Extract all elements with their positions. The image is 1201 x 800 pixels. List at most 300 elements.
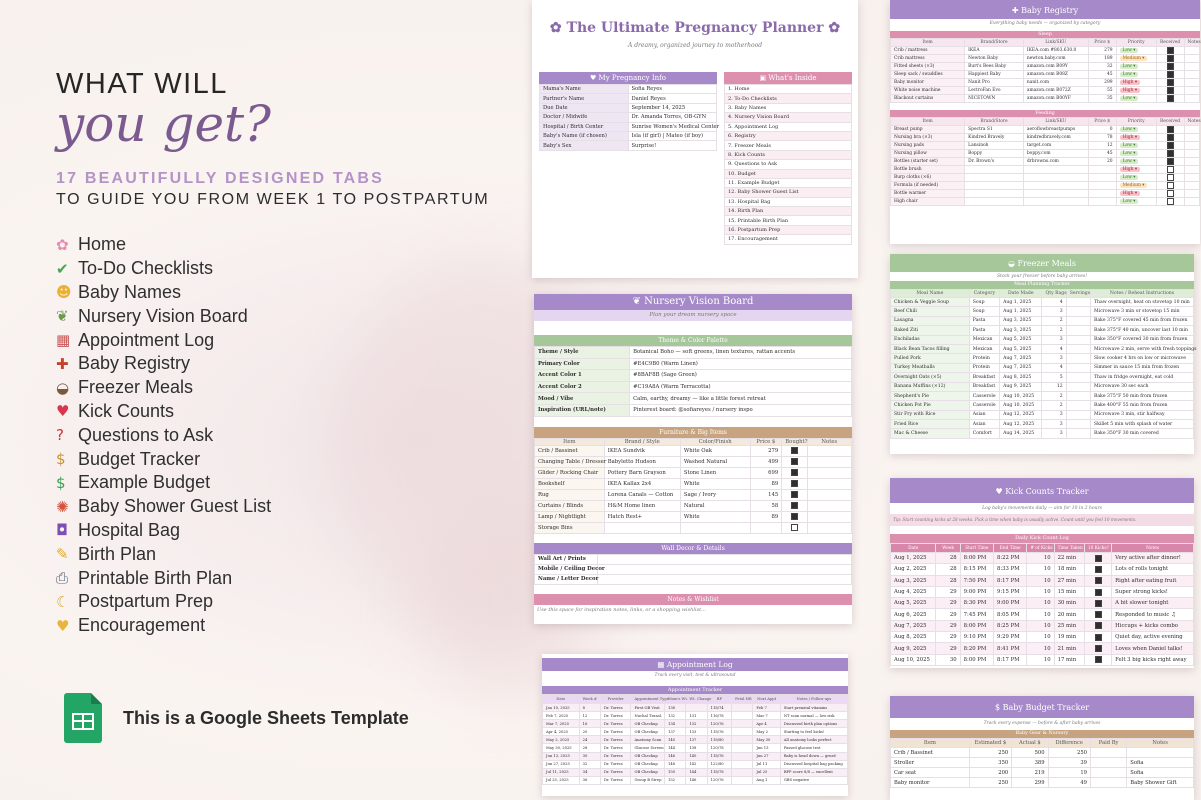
ten-kicks-cell[interactable] bbox=[1084, 564, 1111, 575]
link-sku[interactable] bbox=[1023, 166, 1088, 174]
theme-value[interactable]: #C19A8A (Warm Terracotta) bbox=[630, 381, 852, 393]
appointment-cell[interactable]: 30 bbox=[579, 752, 600, 760]
priority-dropdown[interactable]: Medium ▾ bbox=[1120, 56, 1148, 61]
appointment-cell[interactable]: 138 bbox=[664, 704, 685, 712]
received-cell[interactable] bbox=[1156, 142, 1184, 150]
ten-kicks-cell[interactable] bbox=[1084, 643, 1111, 654]
price[interactable]: 45 bbox=[1088, 150, 1116, 158]
theme-value[interactable]: #8BAF8B (Sage Green) bbox=[630, 370, 852, 382]
appointment-cell[interactable]: Dr. Torres bbox=[600, 760, 631, 768]
priority-cell[interactable] bbox=[1116, 190, 1156, 198]
received-checkbox[interactable] bbox=[1167, 150, 1174, 157]
appointment-cell[interactable]: Starting to feel kicks! bbox=[780, 728, 847, 736]
theme-value[interactable]: Calm, earthy, dreamy — like a little forest retreat bbox=[630, 393, 852, 405]
ten-kicks-checkbox[interactable] bbox=[1095, 600, 1102, 607]
brand-store[interactable]: Lansinoh bbox=[965, 142, 1024, 150]
kick-cell[interactable]: 29 bbox=[936, 643, 960, 654]
kick-cell[interactable]: 8:41 PM bbox=[994, 643, 1027, 654]
kick-cell[interactable]: 18 min bbox=[1054, 564, 1084, 575]
info-value[interactable]: Sunrise Women's Medical Center bbox=[628, 122, 717, 131]
meal-cell[interactable]: Bake 375°F 50 min from frozen bbox=[1090, 391, 1193, 400]
inside-item[interactable]: 17. Encouragement bbox=[725, 235, 852, 244]
appointment-cell[interactable]: Jun 13, 2025 bbox=[543, 752, 580, 760]
meal-cell[interactable]: Microwave 3 min or stovetop 15 min bbox=[1090, 307, 1193, 316]
brand-store[interactable]: Nanit Pro bbox=[965, 79, 1024, 87]
appointment-cell[interactable]: 118/74 bbox=[707, 704, 731, 712]
kick-cell[interactable]: 8:17 PM bbox=[994, 654, 1027, 665]
notes-cell[interactable] bbox=[807, 467, 851, 478]
ten-kicks-cell[interactable] bbox=[1084, 609, 1111, 620]
meal-cell[interactable]: Breakfast bbox=[969, 382, 999, 391]
received-cell[interactable] bbox=[1156, 126, 1184, 134]
kick-cell[interactable]: 25 min bbox=[1054, 620, 1084, 631]
price[interactable] bbox=[750, 522, 782, 533]
notes-cell[interactable] bbox=[1184, 63, 1199, 71]
meal-cell[interactable]: Soup bbox=[969, 307, 999, 316]
appointment-cell[interactable]: OB Checkup bbox=[631, 728, 665, 736]
received-cell[interactable] bbox=[1156, 166, 1184, 174]
meal-cell[interactable] bbox=[1066, 373, 1090, 382]
budget-cell[interactable]: Sofia bbox=[1127, 768, 1194, 778]
meal-cell[interactable]: Aug 5, 2025 bbox=[1000, 335, 1042, 344]
appointment-cell[interactable]: Feb 7, 2025 bbox=[543, 712, 580, 720]
appointment-cell[interactable]: Dr. Torres bbox=[600, 744, 631, 752]
received-cell[interactable] bbox=[1156, 47, 1184, 55]
link-sku[interactable]: amazon.com B00YF bbox=[1023, 95, 1088, 103]
appointment-cell[interactable]: Discussed hospital bag packing bbox=[780, 760, 847, 768]
priority-cell[interactable] bbox=[1116, 150, 1156, 158]
kick-cell[interactable]: Aug 10, 2025 bbox=[891, 654, 936, 665]
meal-cell[interactable] bbox=[1066, 391, 1090, 400]
notes-cell[interactable] bbox=[807, 511, 851, 522]
appointment-cell[interactable]: Dr. Torres bbox=[600, 776, 631, 784]
ten-kicks-checkbox[interactable] bbox=[1095, 656, 1102, 663]
priority-cell[interactable] bbox=[1116, 63, 1156, 71]
received-cell[interactable] bbox=[1156, 87, 1184, 95]
kick-cell[interactable]: 8:33 PM bbox=[994, 564, 1027, 575]
bought-checkbox[interactable] bbox=[791, 524, 798, 531]
budget-cell[interactable] bbox=[1090, 778, 1126, 788]
appointment-cell[interactable]: 132 bbox=[664, 712, 685, 720]
budget-cell[interactable]: 219 bbox=[1012, 768, 1048, 778]
bought-checkbox[interactable] bbox=[791, 502, 798, 509]
kick-cell[interactable]: 8:17 PM bbox=[994, 575, 1027, 586]
appointment-cell[interactable]: May 2 bbox=[753, 728, 780, 736]
budget-cell[interactable] bbox=[1090, 758, 1126, 768]
appointment-cell[interactable]: 24 bbox=[579, 736, 600, 744]
kick-cell[interactable]: 8:15 PM bbox=[960, 564, 993, 575]
meal-cell[interactable] bbox=[1066, 410, 1090, 419]
appointment-cell[interactable]: Dr. Torres bbox=[600, 720, 631, 728]
brand-store[interactable] bbox=[965, 182, 1024, 190]
price[interactable]: 699 bbox=[750, 467, 782, 478]
bought-cell[interactable] bbox=[782, 489, 807, 500]
link-sku[interactable]: newton.baby.com bbox=[1023, 55, 1088, 63]
kick-cell[interactable]: 10 bbox=[1027, 575, 1054, 586]
notes-cell[interactable] bbox=[1184, 79, 1199, 87]
kick-cell[interactable]: 27 min bbox=[1054, 575, 1084, 586]
link-sku[interactable]: amazon.com B072Z bbox=[1023, 87, 1088, 95]
priority-cell[interactable] bbox=[1116, 126, 1156, 134]
priority-cell[interactable] bbox=[1116, 47, 1156, 55]
brand-store[interactable]: Kindred Bravely bbox=[965, 134, 1024, 142]
appointment-cell[interactable]: Dr. Torres bbox=[600, 704, 631, 712]
meal-cell[interactable]: 3 bbox=[1042, 420, 1066, 429]
meal-cell[interactable]: Aug 1, 2025 bbox=[1000, 307, 1042, 316]
notes-cell[interactable] bbox=[1184, 134, 1199, 142]
inside-item[interactable]: 9. Questions to Ask bbox=[725, 160, 852, 169]
link-sku[interactable]: boppy.com bbox=[1023, 150, 1088, 158]
appointment-cell[interactable]: 150 bbox=[664, 768, 685, 776]
meal-cell[interactable]: Pasta bbox=[969, 316, 999, 325]
appointment-cell[interactable]: 137 bbox=[686, 736, 707, 744]
ten-kicks-checkbox[interactable] bbox=[1095, 611, 1102, 618]
theme-value[interactable]: #E4C9B0 (Warm Linen) bbox=[630, 358, 852, 370]
kick-cell[interactable]: 8:00 PM bbox=[960, 620, 993, 631]
received-cell[interactable] bbox=[1156, 150, 1184, 158]
price[interactable] bbox=[1088, 198, 1116, 206]
notes-cell[interactable] bbox=[807, 445, 851, 456]
kick-cell[interactable]: 9:00 PM bbox=[960, 586, 993, 597]
kick-cell[interactable]: 28 bbox=[936, 564, 960, 575]
appointment-cell[interactable]: OB Checkup bbox=[631, 752, 665, 760]
appointment-cell[interactable]: Jul 11 bbox=[753, 760, 780, 768]
bought-cell[interactable] bbox=[782, 522, 807, 533]
budget-cell[interactable]: 39 bbox=[1048, 758, 1090, 768]
meal-cell[interactable] bbox=[1066, 344, 1090, 353]
appointment-cell[interactable]: Jul 25 bbox=[753, 768, 780, 776]
received-cell[interactable] bbox=[1156, 158, 1184, 166]
inside-item[interactable]: 3. Baby Names bbox=[725, 103, 852, 112]
kick-cell[interactable]: 10 bbox=[1027, 609, 1054, 620]
meal-cell[interactable]: Bake 375°F 40 min, uncover last 10 min bbox=[1090, 326, 1193, 335]
price[interactable]: 89 bbox=[750, 478, 782, 489]
meal-cell[interactable]: Protein bbox=[969, 363, 999, 372]
inside-item[interactable]: 13. Hospital Bag bbox=[725, 197, 852, 206]
price[interactable]: 189 bbox=[1088, 55, 1116, 63]
ten-kicks-cell[interactable] bbox=[1084, 575, 1111, 586]
ten-kicks-checkbox[interactable] bbox=[1095, 589, 1102, 596]
priority-cell[interactable] bbox=[1116, 182, 1156, 190]
received-cell[interactable] bbox=[1156, 55, 1184, 63]
budget-cell[interactable]: 49 bbox=[1048, 778, 1090, 788]
inside-item[interactable]: 14. Birth Plan bbox=[725, 207, 852, 216]
kick-cell[interactable]: 29 bbox=[936, 598, 960, 609]
appointment-cell[interactable]: 144 bbox=[664, 744, 685, 752]
appointment-cell[interactable]: May 30 bbox=[753, 736, 780, 744]
kick-cell[interactable]: Aug 5, 2025 bbox=[891, 598, 936, 609]
info-value[interactable]: Dr. Amanda Torres, OB-GYN bbox=[628, 113, 717, 122]
kick-cell[interactable]: 30 min bbox=[1054, 598, 1084, 609]
appointment-cell[interactable]: Jan 10, 2025 bbox=[543, 704, 580, 712]
meal-cell[interactable]: 3 bbox=[1042, 410, 1066, 419]
meal-cell[interactable] bbox=[1066, 298, 1090, 307]
inside-item[interactable]: 5. Appointment Log bbox=[725, 122, 852, 131]
priority-dropdown[interactable]: High ▾ bbox=[1120, 191, 1140, 196]
meal-cell[interactable]: Protein bbox=[969, 354, 999, 363]
brand-store[interactable]: Spectra S1 bbox=[965, 126, 1024, 134]
appointment-cell[interactable]: 36 bbox=[579, 776, 600, 784]
info-value[interactable]: Isla (if girl) | Mateo (if boy) bbox=[628, 131, 717, 140]
notes-cell[interactable] bbox=[807, 522, 851, 533]
meal-cell[interactable]: Casserole bbox=[969, 401, 999, 410]
budget-cell[interactable]: 389 bbox=[1012, 758, 1048, 768]
brand-store[interactable]: Burt's Bees Baby bbox=[965, 63, 1024, 71]
priority-dropdown[interactable]: High ▾ bbox=[1120, 135, 1140, 140]
meal-cell[interactable] bbox=[1066, 326, 1090, 335]
kick-cell[interactable]: 8:25 PM bbox=[994, 620, 1027, 631]
received-checkbox[interactable] bbox=[1167, 134, 1174, 141]
appointment-cell[interactable]: Mar 7 bbox=[753, 712, 780, 720]
color-finish[interactable]: Washed Natural bbox=[680, 456, 750, 467]
priority-dropdown[interactable]: Low ▾ bbox=[1120, 64, 1139, 69]
meal-cell[interactable]: Asian bbox=[969, 420, 999, 429]
meal-cell[interactable]: Skillet 5 min with splash of water bbox=[1090, 420, 1193, 429]
appointment-cell[interactable]: OB Checkup bbox=[631, 768, 665, 776]
kick-cell[interactable]: 19 min bbox=[1054, 632, 1084, 643]
budget-cell[interactable]: 250 bbox=[1048, 748, 1090, 758]
meal-cell[interactable]: Bake 350°F 30 min covered bbox=[1090, 429, 1193, 438]
received-cell[interactable] bbox=[1156, 79, 1184, 87]
kick-cell[interactable]: 8:05 PM bbox=[994, 609, 1027, 620]
link-sku[interactable] bbox=[1023, 198, 1088, 206]
brand[interactable]: Lorena Canals — Cotton bbox=[604, 489, 680, 500]
ten-kicks-checkbox[interactable] bbox=[1095, 577, 1102, 584]
notes-cell[interactable] bbox=[1184, 174, 1199, 182]
kick-cell[interactable]: Aug 2, 2025 bbox=[891, 564, 936, 575]
bought-checkbox[interactable] bbox=[791, 469, 798, 476]
received-checkbox[interactable] bbox=[1167, 87, 1174, 94]
appointment-cell[interactable]: 118/76 bbox=[707, 728, 731, 736]
meal-cell[interactable]: Pasta bbox=[969, 326, 999, 335]
appointment-cell[interactable]: Jun 27, 2025 bbox=[543, 760, 580, 768]
price[interactable]: 145 bbox=[750, 489, 782, 500]
appointment-cell[interactable]: BPP score 8/8 — excellent bbox=[780, 768, 847, 776]
meal-cell[interactable]: Mexican bbox=[969, 344, 999, 353]
color-finish[interactable]: White bbox=[680, 511, 750, 522]
bought-cell[interactable] bbox=[782, 478, 807, 489]
kick-cell[interactable]: 9:00 PM bbox=[994, 598, 1027, 609]
meal-cell[interactable]: Bake 350°F covered 30 min from frozen bbox=[1090, 335, 1193, 344]
color-finish[interactable] bbox=[680, 522, 750, 533]
appointment-cell[interactable]: 138 bbox=[686, 744, 707, 752]
price[interactable]: 35 bbox=[1088, 95, 1116, 103]
price[interactable]: 0 bbox=[1088, 126, 1116, 134]
budget-cell[interactable]: 200 bbox=[969, 768, 1011, 778]
inside-item[interactable]: 8. Kick Counts bbox=[725, 150, 852, 159]
price[interactable]: 78 bbox=[1088, 134, 1116, 142]
kick-cell[interactable]: Very active after dinner! bbox=[1112, 553, 1194, 564]
meal-cell[interactable]: Bake 375°F covered 45 min from frozen bbox=[1090, 316, 1193, 325]
link-sku[interactable]: kindredbravely.com bbox=[1023, 134, 1088, 142]
meal-cell[interactable]: 3 bbox=[1042, 335, 1066, 344]
kick-cell[interactable]: 9:29 PM bbox=[994, 632, 1027, 643]
bought-checkbox[interactable] bbox=[791, 480, 798, 487]
appointment-cell[interactable]: 8 bbox=[579, 704, 600, 712]
priority-dropdown[interactable]: High ▾ bbox=[1120, 88, 1140, 93]
kick-cell[interactable]: Quiet day, active evening bbox=[1112, 632, 1194, 643]
ten-kicks-checkbox[interactable] bbox=[1095, 566, 1102, 573]
price[interactable] bbox=[1088, 174, 1116, 182]
appointment-cell[interactable]: 131 bbox=[686, 712, 707, 720]
info-value[interactable]: Daniel Reyes bbox=[628, 94, 717, 103]
price[interactable]: 32 bbox=[1088, 63, 1116, 71]
appointment-cell[interactable]: Anatomy Scan bbox=[631, 736, 665, 744]
notes-cell[interactable] bbox=[1184, 198, 1199, 206]
kick-cell[interactable]: Responded to music ♫ bbox=[1112, 609, 1194, 620]
kick-cell[interactable]: 10 bbox=[1027, 598, 1054, 609]
inside-item[interactable]: 10. Budget bbox=[725, 169, 852, 178]
brand[interactable]: Babyletto Hudson bbox=[604, 456, 680, 467]
appointment-cell[interactable]: GBS negative bbox=[780, 776, 847, 784]
meal-cell[interactable] bbox=[1066, 354, 1090, 363]
meal-cell[interactable]: Mexican bbox=[969, 335, 999, 344]
brand-store[interactable]: IKEA bbox=[965, 47, 1024, 55]
appointment-cell[interactable]: 16 bbox=[579, 720, 600, 728]
appointment-cell[interactable]: 32 bbox=[579, 760, 600, 768]
kick-cell[interactable]: Lots of rolls tonight bbox=[1112, 564, 1194, 575]
price[interactable]: 89 bbox=[750, 511, 782, 522]
kick-cell[interactable]: Aug 4, 2025 bbox=[891, 586, 936, 597]
link-sku[interactable]: IKEA.com #803.630.0 bbox=[1023, 47, 1088, 55]
budget-cell[interactable] bbox=[1090, 748, 1126, 758]
notes-cell[interactable] bbox=[1184, 150, 1199, 158]
budget-cell[interactable] bbox=[1127, 748, 1194, 758]
meal-cell[interactable]: Thaw overnight, heat on stovetop 10 min bbox=[1090, 298, 1193, 307]
budget-cell[interactable]: 299 bbox=[1012, 778, 1048, 788]
kick-cell[interactable]: Aug 6, 2025 bbox=[891, 609, 936, 620]
appointment-cell[interactable]: Jun 13 bbox=[753, 744, 780, 752]
appointment-cell[interactable] bbox=[732, 736, 753, 744]
meal-cell[interactable] bbox=[1066, 420, 1090, 429]
meal-cell[interactable]: Aug 12, 2025 bbox=[1000, 410, 1042, 419]
ten-kicks-cell[interactable] bbox=[1084, 586, 1111, 597]
meal-cell[interactable] bbox=[1066, 316, 1090, 325]
brand-store[interactable] bbox=[965, 166, 1024, 174]
price[interactable] bbox=[1088, 190, 1116, 198]
meal-cell[interactable]: Aug 1, 2025 bbox=[1000, 298, 1042, 307]
appointment-cell[interactable]: 152 bbox=[664, 776, 685, 784]
price[interactable]: 499 bbox=[750, 456, 782, 467]
kick-cell[interactable]: Felt 3 big kicks right away bbox=[1112, 654, 1194, 665]
appointment-cell[interactable]: 34 bbox=[579, 768, 600, 776]
ten-kicks-checkbox[interactable] bbox=[1095, 634, 1102, 641]
kick-cell[interactable]: Aug 7, 2025 bbox=[891, 620, 936, 631]
priority-dropdown[interactable]: Medium ▾ bbox=[1120, 183, 1148, 188]
brand-store[interactable]: Newton Baby bbox=[965, 55, 1024, 63]
inside-item[interactable]: 2. To-Do Checklists bbox=[725, 94, 852, 103]
appointment-cell[interactable]: 118/78 bbox=[707, 768, 731, 776]
appointment-cell[interactable]: Apr 4, 2025 bbox=[543, 728, 580, 736]
meal-cell[interactable]: 3 bbox=[1042, 354, 1066, 363]
appointment-cell[interactable]: May 2, 2025 bbox=[543, 736, 580, 744]
appointment-cell[interactable] bbox=[732, 752, 753, 760]
received-checkbox[interactable] bbox=[1167, 166, 1174, 173]
notes-cell[interactable] bbox=[1184, 190, 1199, 198]
priority-cell[interactable] bbox=[1116, 142, 1156, 150]
ten-kicks-checkbox[interactable] bbox=[1095, 622, 1102, 629]
brand-store[interactable]: NICETOWN bbox=[965, 95, 1024, 103]
appointment-cell[interactable]: Mar 7, 2025 bbox=[543, 720, 580, 728]
inside-item[interactable]: 7. Freezer Meals bbox=[725, 141, 852, 150]
appointment-cell[interactable]: 118/76 bbox=[707, 752, 731, 760]
appointment-cell[interactable]: 146 bbox=[664, 752, 685, 760]
received-checkbox[interactable] bbox=[1167, 158, 1174, 165]
received-checkbox[interactable] bbox=[1167, 142, 1174, 149]
kick-cell[interactable]: 10 bbox=[1027, 654, 1054, 665]
appointment-cell[interactable]: OB Checkup bbox=[631, 760, 665, 768]
meal-cell[interactable]: Aug 3, 2025 bbox=[1000, 326, 1042, 335]
appointment-cell[interactable]: Jun 27 bbox=[753, 752, 780, 760]
appointment-cell[interactable]: 148 bbox=[664, 760, 685, 768]
appointment-cell[interactable]: Dr. Torres bbox=[600, 728, 631, 736]
appointment-cell[interactable]: 120/78 bbox=[707, 744, 731, 752]
kick-cell[interactable]: Loves when Daniel talks! bbox=[1112, 643, 1194, 654]
meal-cell[interactable] bbox=[1066, 335, 1090, 344]
appointment-cell[interactable]: 118/80 bbox=[707, 736, 731, 744]
meal-cell[interactable]: Aug 10, 2025 bbox=[1000, 391, 1042, 400]
appointment-cell[interactable]: First OB Visit bbox=[631, 704, 665, 712]
kick-cell[interactable]: 7:50 PM bbox=[960, 575, 993, 586]
kick-cell[interactable]: 9:10 PM bbox=[960, 632, 993, 643]
appointment-cell[interactable]: OB Checkup bbox=[631, 720, 665, 728]
link-sku[interactable] bbox=[1023, 182, 1088, 190]
appointment-cell[interactable] bbox=[732, 712, 753, 720]
notes-cell[interactable] bbox=[1184, 47, 1199, 55]
inside-item[interactable]: 11. Example Budget bbox=[725, 178, 852, 187]
meal-cell[interactable]: Aug 12, 2025 bbox=[1000, 420, 1042, 429]
budget-cell[interactable] bbox=[1090, 768, 1126, 778]
priority-dropdown[interactable]: Low ▾ bbox=[1120, 175, 1139, 180]
bought-checkbox[interactable] bbox=[791, 491, 798, 498]
meal-cell[interactable]: 12 bbox=[1042, 382, 1066, 391]
appointment-cell[interactable]: Start prenatal vitamins bbox=[780, 704, 847, 712]
meal-cell[interactable]: Casserole bbox=[969, 391, 999, 400]
bought-cell[interactable] bbox=[782, 500, 807, 511]
price[interactable]: 279 bbox=[1088, 47, 1116, 55]
appointment-cell[interactable] bbox=[732, 768, 753, 776]
received-checkbox[interactable] bbox=[1167, 174, 1174, 181]
price[interactable]: 12 bbox=[1088, 142, 1116, 150]
meal-cell[interactable]: Bake 400°F 55 min from frozen bbox=[1090, 401, 1193, 410]
link-sku[interactable]: target.com bbox=[1023, 142, 1088, 150]
priority-cell[interactable] bbox=[1116, 87, 1156, 95]
notes-cell[interactable] bbox=[1184, 87, 1199, 95]
notes-cell[interactable] bbox=[1184, 166, 1199, 174]
priority-dropdown[interactable]: Low ▾ bbox=[1120, 96, 1139, 101]
notes-cell[interactable] bbox=[1184, 55, 1199, 63]
appointment-cell[interactable]: Dr. Torres bbox=[600, 768, 631, 776]
brand[interactable]: IKEA Sundvik bbox=[604, 445, 680, 456]
ten-kicks-cell[interactable] bbox=[1084, 553, 1111, 564]
received-cell[interactable] bbox=[1156, 174, 1184, 182]
notes-cell[interactable] bbox=[1184, 142, 1199, 150]
meal-cell[interactable]: Soup bbox=[969, 298, 999, 307]
appointment-cell[interactable]: Nuchal Transl. bbox=[631, 712, 665, 720]
inside-item[interactable]: 12. Baby Shower Guest List bbox=[725, 188, 852, 197]
received-checkbox[interactable] bbox=[1167, 55, 1174, 62]
decor-value[interactable] bbox=[598, 574, 852, 584]
kick-cell[interactable]: 29 bbox=[936, 586, 960, 597]
received-cell[interactable] bbox=[1156, 134, 1184, 142]
theme-value[interactable]: Botanical Boho — soft greens, linen textures, rattan accents bbox=[630, 347, 852, 359]
appointment-cell[interactable]: 120/76 bbox=[707, 776, 731, 784]
brand[interactable]: Hatch Rest+ bbox=[604, 511, 680, 522]
priority-dropdown[interactable]: Low ▾ bbox=[1120, 159, 1139, 164]
link-sku[interactable]: drbrowns.com bbox=[1023, 158, 1088, 166]
budget-cell[interactable]: 250 bbox=[969, 748, 1011, 758]
bought-checkbox[interactable] bbox=[791, 513, 798, 520]
